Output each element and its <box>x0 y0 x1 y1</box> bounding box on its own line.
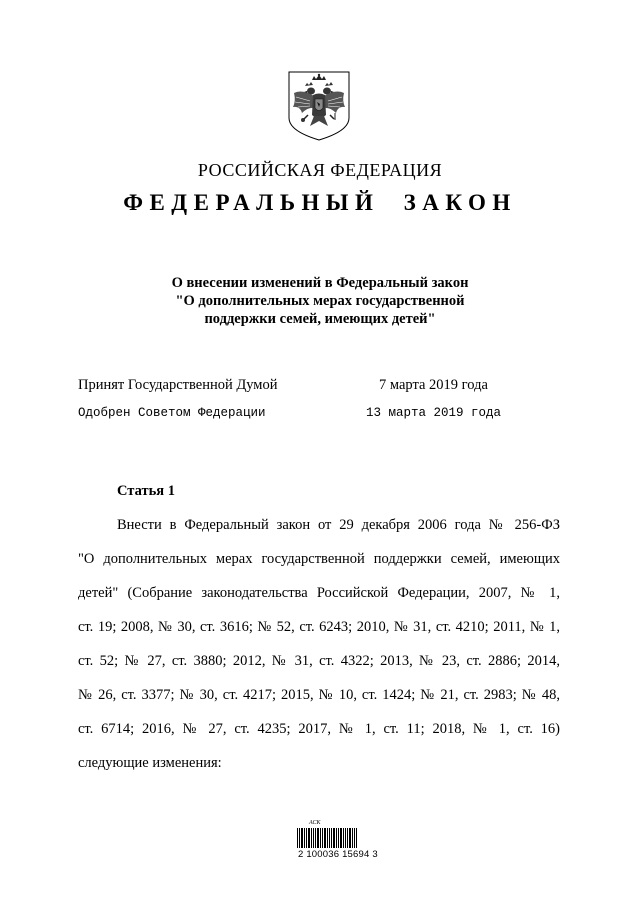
article-text-line: Внести в Федеральный закон от 29 декабря 2006 года № 256-ФЗ <box>117 517 560 533</box>
article-text-line: детей" (Собрание законодательства Российской Федерации, 2007, № 1, <box>78 585 560 601</box>
council-approval-date: 13 марта 2019 года <box>366 406 502 420</box>
country-name: РОССИЙСКАЯ ФЕДЕРАЦИЯ <box>197 160 443 180</box>
article-text-line: ст. 19; 2008, № 30, ст. 3616; № 52, ст. 6243; 2010, № 31, ст. 4210; 2011, № 1, <box>78 619 560 635</box>
law-title-line: поддержки семей, имеющих детей" <box>204 311 436 327</box>
coat-of-arms-emblem <box>288 71 350 141</box>
article-text-line: ст. 6714; 2016, № 27, ст. 4235; 2017, № 1, ст. 11; 2018, № 1, ст. 16) <box>78 721 560 737</box>
law-title <box>0 274 640 328</box>
duma-adoption-date: 7 марта 2019 года <box>379 377 488 393</box>
law-title-line: О внесении изменений в Федеральный закон <box>171 275 469 291</box>
law-title-line: "О дополнительных мерах государственной <box>175 293 465 309</box>
stamp-mark: АСК <box>309 820 321 826</box>
article-heading: Статья 1 <box>117 483 175 499</box>
article-text-line: ст. 52; № 27, ст. 3880; 2012, № 31, ст. 4322; 2013, № 23, ст. 2886; 2014, <box>78 653 560 669</box>
article-text-line: "О дополнительных мерах государственной поддержки семей, имеющих <box>78 551 560 567</box>
article-text-line: следующие изменения: <box>78 755 222 771</box>
duma-adoption-label: Принят Государственной Думой <box>78 377 278 393</box>
article-text-line: № 26, ст. 3377; № 30, ст. 4217; 2015, № 10, ст. 1424; № 21, ст. 2983; № 48, <box>78 687 560 703</box>
barcode-number: 2 100036 15694 3 <box>298 849 378 860</box>
council-approval-label: Одобрен Советом Федерации <box>78 406 266 420</box>
document-type-heading: ФЕДЕРАЛЬНЫЙ ЗАКОН <box>123 190 517 215</box>
